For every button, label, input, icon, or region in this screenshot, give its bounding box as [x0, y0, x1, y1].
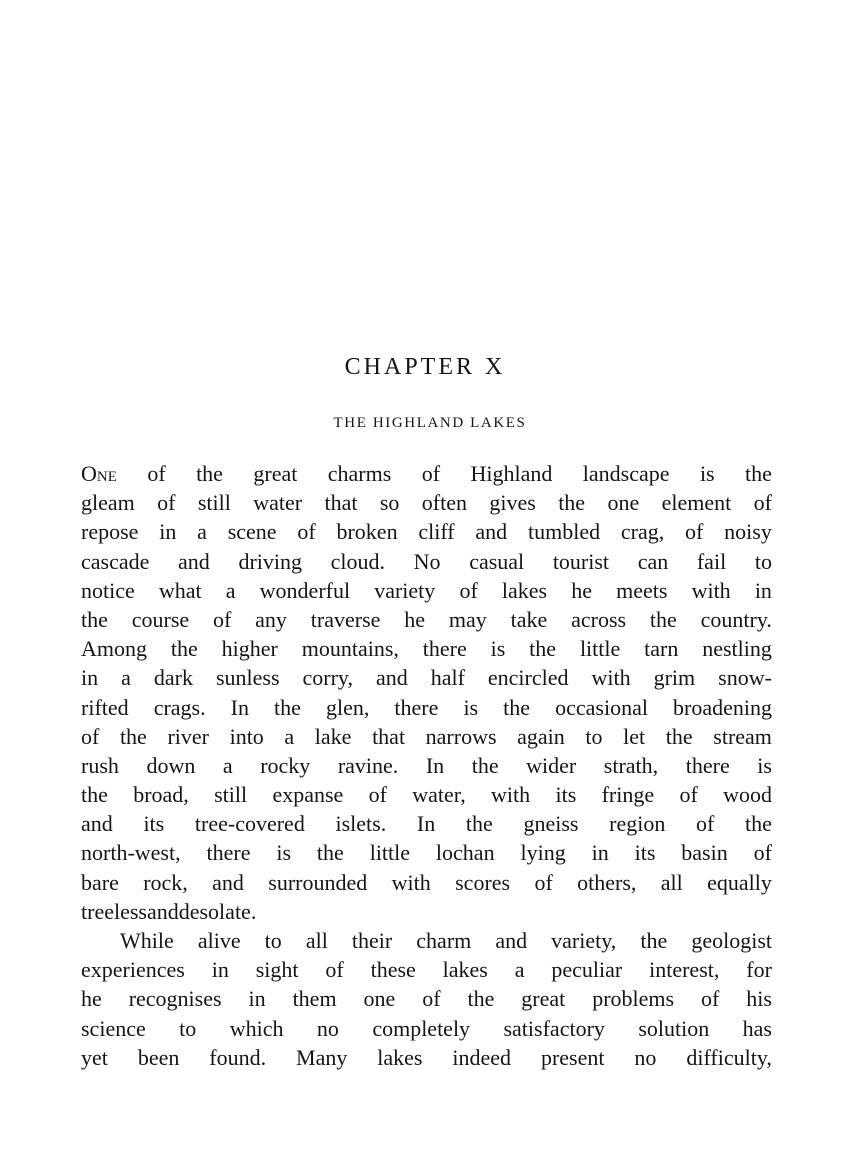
text-line: One of the great charms of Highland landscape is the	[81, 461, 772, 486]
text-line: bare rock, and surrounded with scores of others, all equally	[81, 869, 772, 895]
paragraph	[81, 926, 772, 1072]
text-line: of the river into a lake that narrows again to let the stream	[81, 723, 772, 749]
text-line: yet been found. Many lakes indeed present no difficulty,	[81, 1044, 772, 1070]
chapter-heading	[0, 352, 850, 382]
text-line: rifted crags. In the glen, there is the occasional broadening	[81, 694, 772, 720]
text-line: in a dark sunless corry, and half encircled with grim snow-	[81, 665, 772, 691]
text-line: the course of any traverse he may take across the country.	[81, 606, 772, 632]
chapter-label: CHAPTER	[344, 354, 475, 380]
text-line: experiences in sight of these lakes a peculiar interest, for	[81, 957, 772, 983]
text-line: and its tree-covered islets. In the gneiss region of the	[81, 811, 772, 837]
chapter-number: X	[485, 354, 506, 380]
text-line: notice what a wonderful variety of lakes he meets with in	[81, 577, 772, 603]
text-line: the broad, still expanse of water, with its fringe of wood	[81, 782, 772, 808]
text-line: gleam of still water that so often gives the one element of	[81, 490, 772, 516]
text-line: rush down a rocky ravine. In the wider strath, there is	[81, 752, 772, 778]
chapter-title: THE HIGHLAND LAKES	[333, 415, 527, 431]
text-line: he recognises in them one of the great problems of his	[81, 986, 772, 1012]
text-line: cascade and driving cloud. No casual tourist can fail to	[81, 548, 772, 574]
text-line: While alive to all their charm and variety, the geologist	[120, 928, 772, 953]
text-line: repose in a scene of broken cliff and tumbled crag, of noisy	[81, 519, 772, 545]
text-line: north-west, there is the little lochan lying in its basin of	[81, 840, 772, 866]
text-line: Among the higher mountains, there is the little tarn nestling	[81, 636, 772, 662]
paragraph	[81, 459, 772, 926]
body-text	[81, 459, 772, 1072]
text-line: science to which no completely satisfactory solution has	[81, 1015, 772, 1041]
text-line: treeless and desolate.	[81, 898, 257, 924]
